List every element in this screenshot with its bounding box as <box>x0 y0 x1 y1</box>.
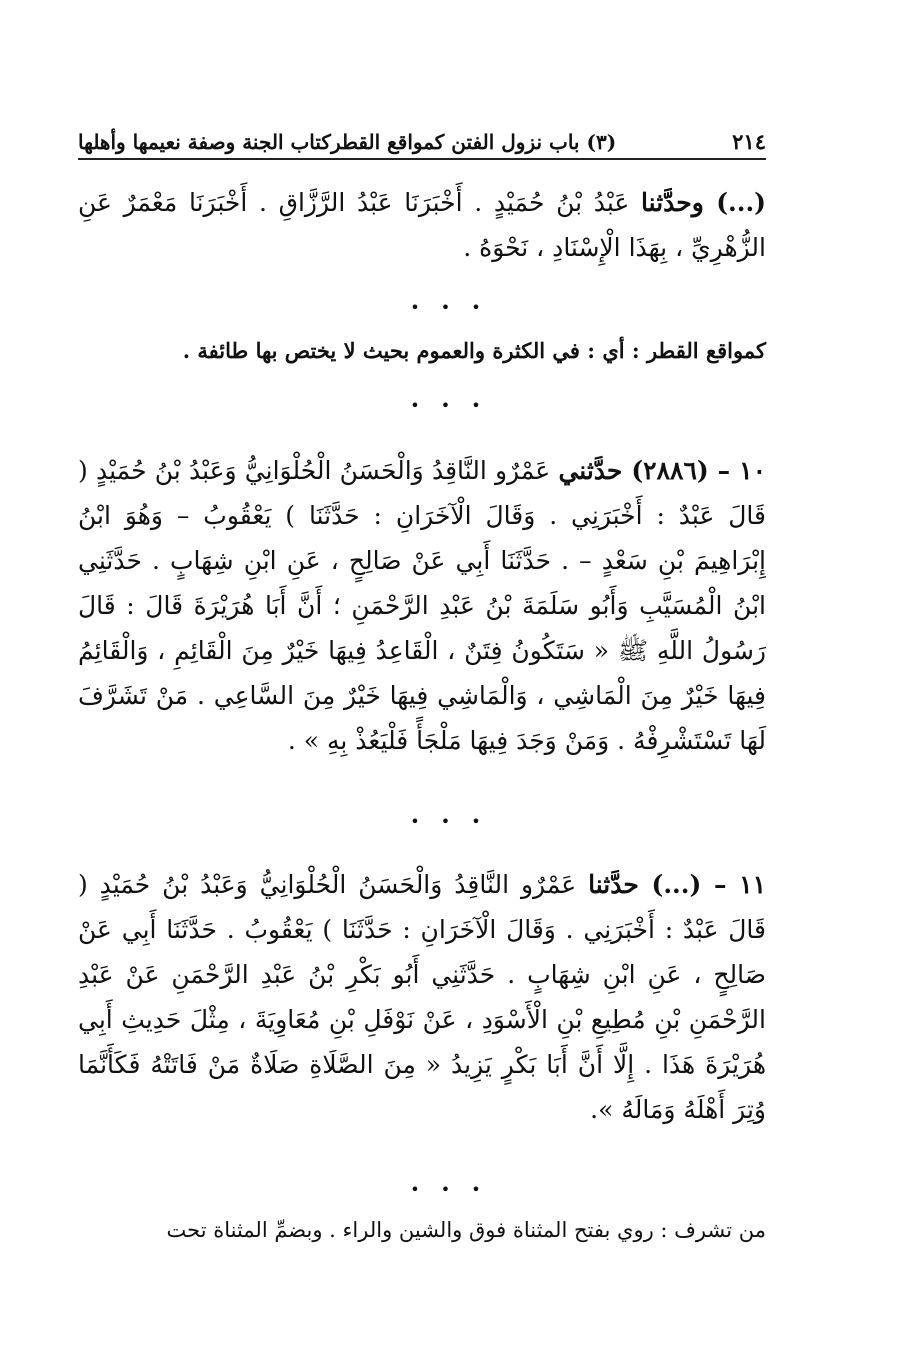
hadith-block-1 <box>78 180 766 270</box>
footnote: من تشرف : روي بفتح المثناة فوق والشين والراء . وبضمِّ المثناة تحت <box>166 1218 766 1242</box>
hadith-block-11 <box>78 862 766 1132</box>
separator-dots: • • • <box>410 396 489 415</box>
chapter-title: (٣) باب نزول الفتن كمواقع القطر <box>330 130 617 154</box>
separator-dots: • • • <box>410 1180 489 1199</box>
hadith-block-10 <box>78 448 766 763</box>
hadith-text: عَمْرٌو النَّاقِدُ وَالْحَسَنُ الْحُلْوَانِيُّ وَعَبْدُ بْنُ حُمَيْدٍ ( قَالَ عَبْدٌ : أَخْبَرَنِي . وَقَالَ الْآخَرَانِ : حَدَّثَنَا ) يَعْقُوبُ . حَدَّثَنَا أَبِي عَنْ صَالِحٍ ، عَنِ ابْنِ شِهَابٍ . حَدَّثَنِي أَبُو بَكْرِ بْنُ عَبْدِ الرَّحْمَنِ عَنْ عَبْدِ الرَّحْمَنِ بْنِ مُطِيعِ بْنِ الْأَسْوَدِ ، عَنْ نَوْفَلِ بْنِ مُعَاوِيَةَ ، مِثْلَ حَدِيثِ أَبِي هُرَيْرَةَ هَذَا . إِلَّا أَنَّ أَبَا بَكْرٍ يَزِيدُ « مِنَ الصَّلَاةِ صَلَاةٌ مَنْ فَاتَتْهُ فَكَأَنَّمَا وُتِرَ أَهْلَهُ وَمَالَهُ ». <box>78 870 766 1124</box>
hadith-prefix: ١٠ – (٢٨٨٦) حدَّثني <box>558 456 766 485</box>
separator-dots: • • • <box>410 812 489 831</box>
separator-dots: • • • <box>410 298 489 317</box>
hadith-prefix: ١١ – (...) حدَّثنا <box>588 870 767 899</box>
gloss-note: كمواقع القطر : أي : في الكثرة والعموم بحيث لا يختص بها طائفة . <box>182 338 766 363</box>
hadith-text: عَمْرٌو النَّاقِدُ وَالْحَسَنُ الْحُلْوَانِيُّ وَعَبْدُ بْنُ حُمَيْدٍ ( قَالَ عَبْدٌ : أَخْبَرَنِي . وَقَالَ الْآخَرَانِ : حَدَّثَنَا ) يَعْقُوبُ – وَهُوَ ابْنُ إِبْرَاهِيمَ بْنِ سَعْدٍ – . حَدَّثَنَا أَبِي عَنْ صَالِحٍ ، عَنِ ابْنِ شِهَابٍ . حَدَّثَنِي ابْنُ الْمُسَيَّبِ وَأَبُو سَلَمَةَ بْنُ عَبْدِ الرَّحْمَنِ ؛ أَنَّ أَبَا هُرَيْرَةَ قَالَ : قَالَ رَسُولُ اللَّهِ ﷺ « سَتَكُونُ فِتَنٌ ، الْقَاعِدُ فِيهَا خَيْرٌ مِنَ الْقَائِمِ ، وَالْقَائِمُ فِيهَا خَيْرٌ مِنَ الْمَاشِي ، وَالْمَاشِي فِيهَا خَيْرٌ مِنَ السَّاعِي . مَنْ تَشَرَّفَ لَهَا تَسْتَشْرِفْهُ . وَمَنْ وَجَدَ فِيهَا مَلْجَأً فَلْيَعُذْ بِهِ » . <box>78 456 766 755</box>
hadith-prefix: (...) وحدَّثنا <box>641 188 766 217</box>
running-header <box>78 118 766 160</box>
hadith-text: عَبْدُ بْنُ حُمَيْدٍ . أَخْبَرَنَا عَبْدُ الرَّزَّاقِ . أَخْبَرَنَا مَعْمَرٌ عَنِ الزُّهْرِيِّ ، بِهَذَا الْإِسْنَادِ ، نَحْوَهُ . <box>78 188 766 262</box>
book-title: كتاب الجنة وصفة نعيمها وأهلها <box>78 130 331 154</box>
page-number: ٢١٤ <box>732 129 766 154</box>
